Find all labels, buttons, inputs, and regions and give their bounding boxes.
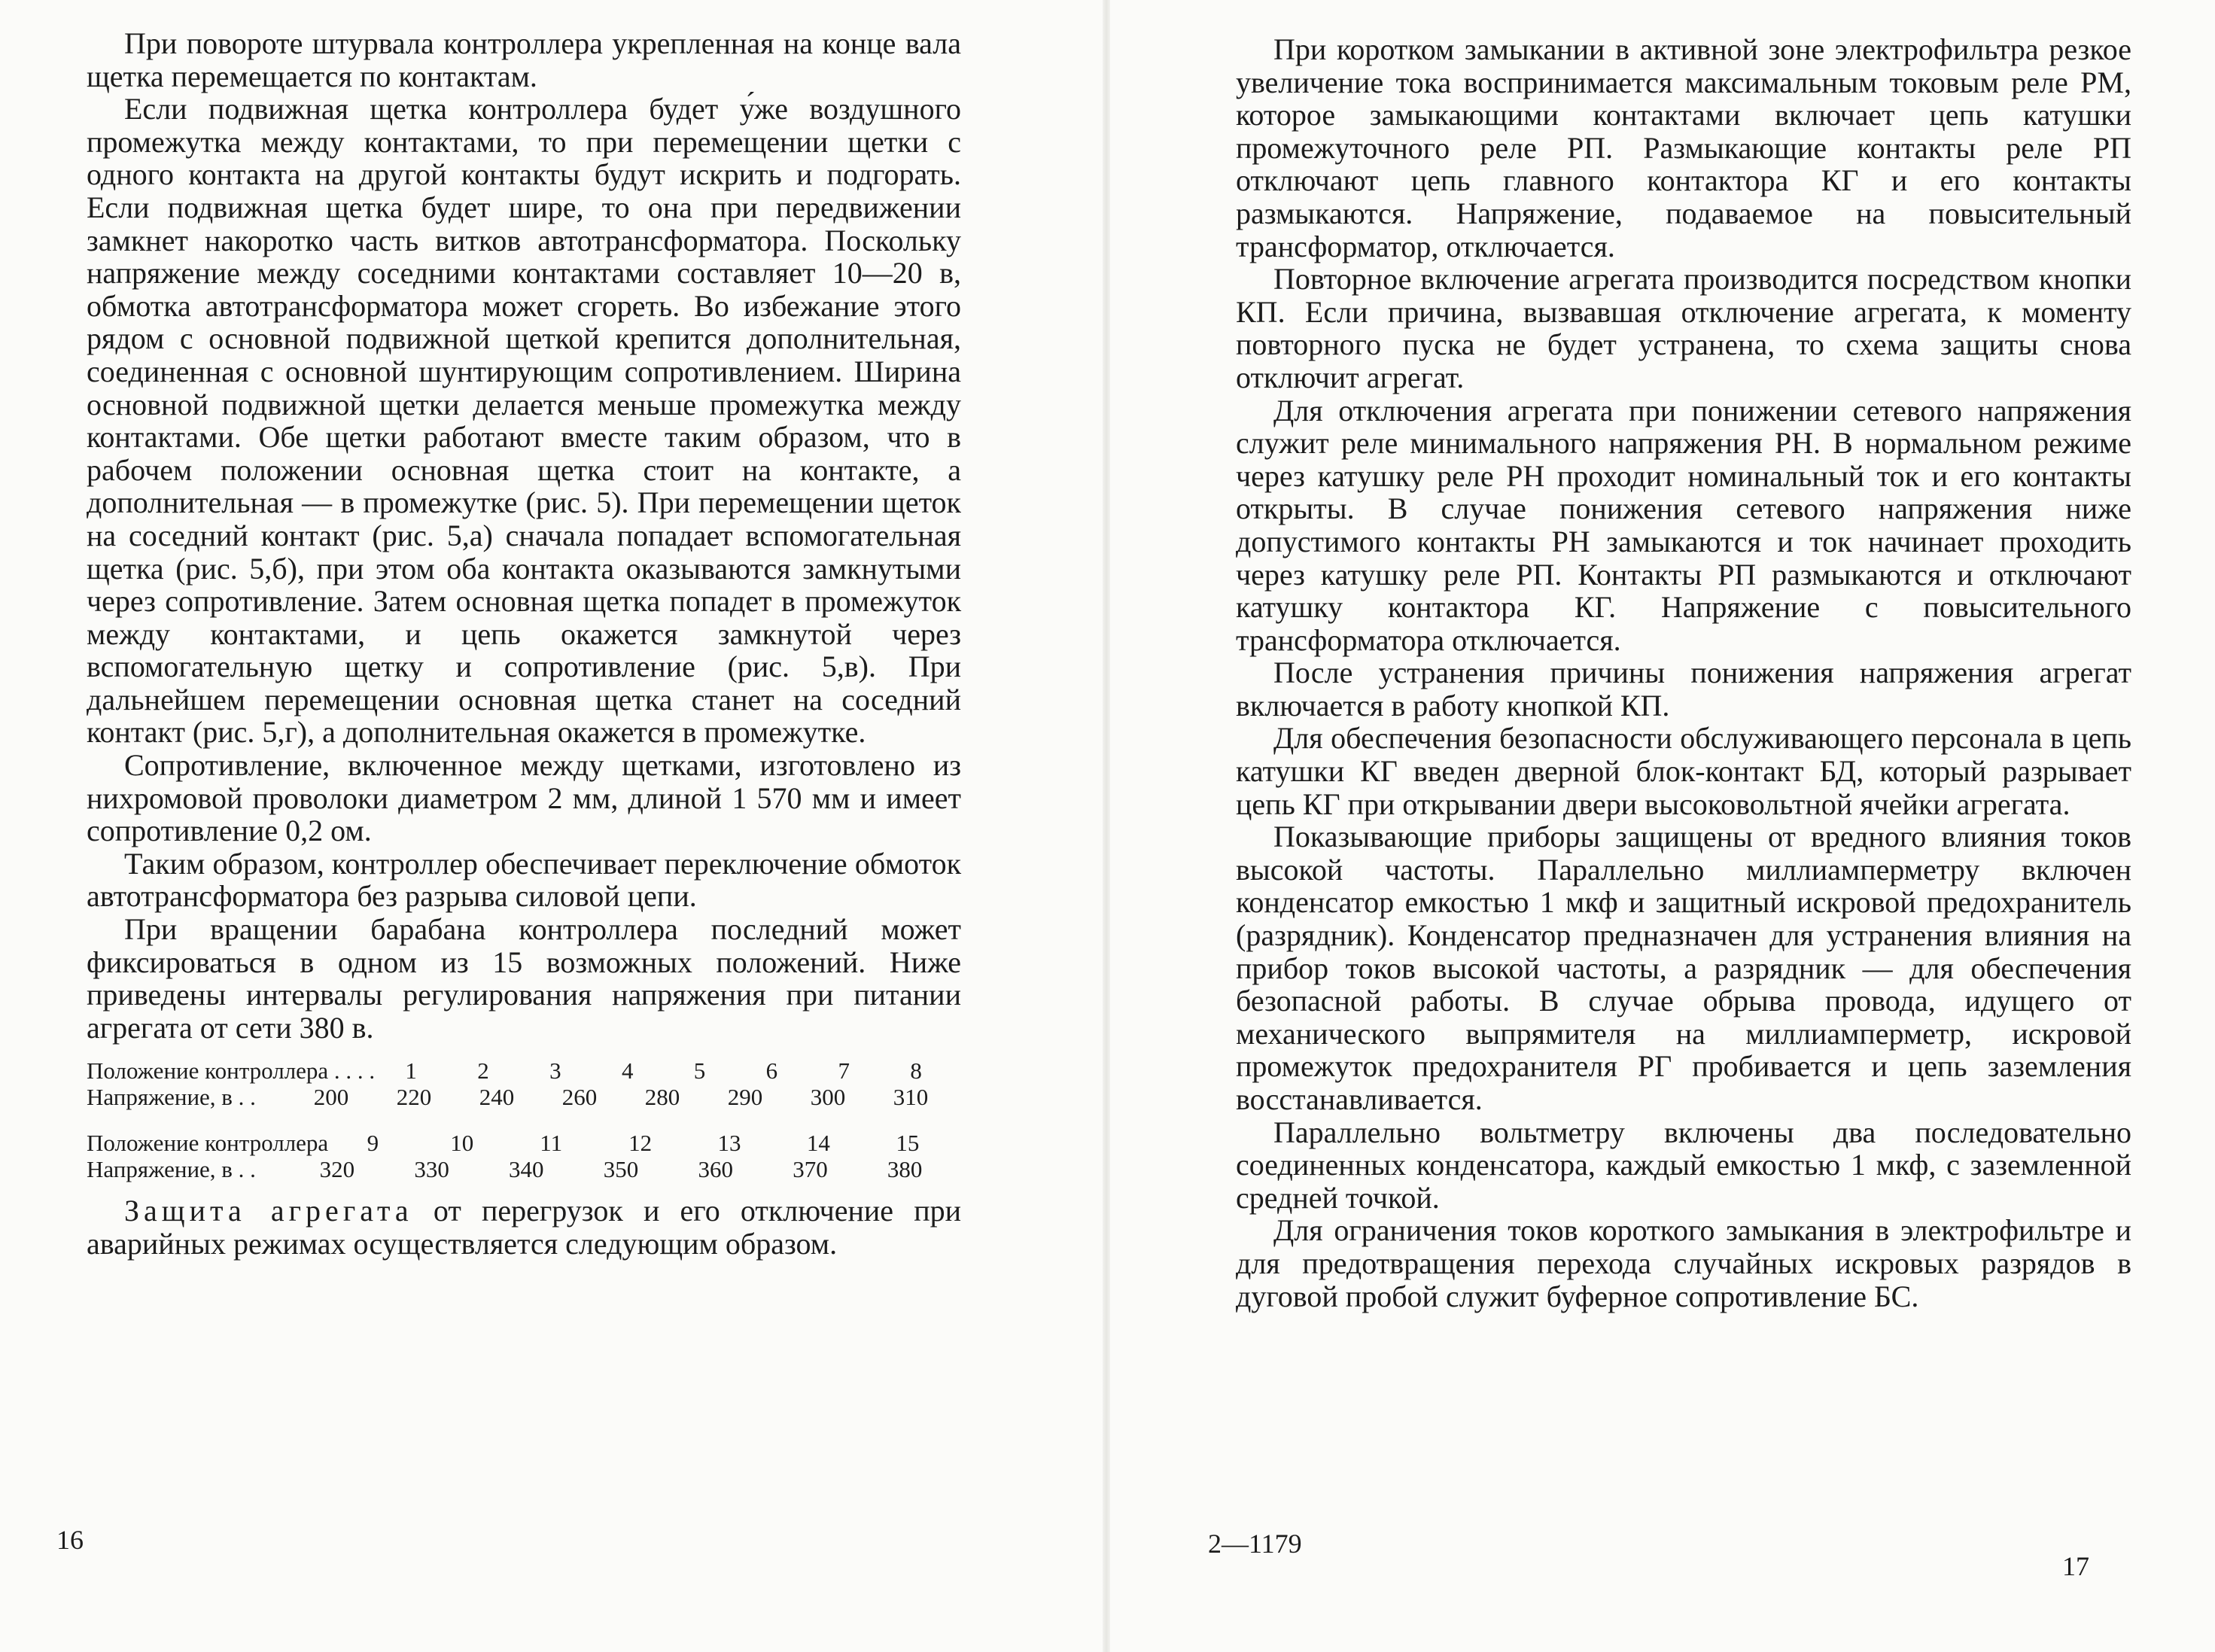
table-cell: 380 bbox=[887, 1156, 923, 1183]
right-text-column bbox=[1236, 33, 2131, 1313]
table-cell: 2 bbox=[477, 1057, 489, 1085]
table-cell: 370 bbox=[793, 1156, 828, 1183]
paragraph: Повторное включение агрегата производится посредством кнопки КП. Если причина, вызвавшая отключение агрегата, к моменту повторного пуска не будет устранена, то схема защиты снова отключит агрегат. bbox=[1236, 262, 2131, 394]
table-cell: 360 bbox=[698, 1156, 733, 1183]
table-cell: 6 bbox=[765, 1057, 778, 1085]
table-cell: 9 bbox=[367, 1130, 379, 1157]
paragraph: Таким образом, контроллер обеспечивает переключение обмоток автотрансформатора без разрыва силовой цепи. bbox=[87, 846, 961, 914]
table-cell: 350 bbox=[603, 1156, 639, 1183]
table-cell: 14 bbox=[806, 1130, 830, 1157]
table-cell: 11 bbox=[540, 1130, 563, 1157]
paragraph: Показывающие приборы защищены от вредного влияния токов высокой частоты. Параллельно миллиамперметру включен конденсатор емкостью 1 мкф и защитный искровой предохранитель (разрядник). Конденсатор предназначен для устранения влияния на прибор токов высокой частоты, а разрядник — для обеспечения безопасной работы. В случае обрыва провода, идущего от механического выпрямителя на миллиамперметр, искровой промежуток предохранителя РГ пробивается и цепь заземления восстанавливается. bbox=[1236, 820, 2131, 1116]
table-cell: 260 bbox=[561, 1084, 598, 1111]
table-cell: 4 bbox=[621, 1057, 634, 1085]
paragraph: После устранения причины понижения напряжения агрегат включается в работу кнопкой КП. bbox=[1236, 656, 2131, 723]
page-number: 17 bbox=[2062, 1551, 2089, 1581]
printer-signature: 2—1179 bbox=[1208, 1529, 1302, 1559]
table-cell: 290 bbox=[727, 1084, 763, 1111]
table-cell: 340 bbox=[509, 1156, 544, 1183]
table-row bbox=[87, 1084, 952, 1110]
table-cell: 300 bbox=[810, 1084, 846, 1111]
table-cell: 200 bbox=[313, 1084, 349, 1111]
paragraph: Для обеспечения безопасности обслуживающего персонала в цепь катушки КГ введен дверной блок-контакт БД, который разрывает цепь КГ при открывании двери высоковольтной ячейки агрегата. bbox=[1236, 721, 2131, 821]
paragraph: Для отключения агрегата при понижении сетевого напряжения служит реле минимального напряжения РН. В нормальном режиме через катушку реле РН проходит номинальный ток и его контакты открыты. В случае понижения сетевого напряжения ниже допустимого контакты РН замыкаются и ток начинает проходить через катушку реле РП. Контакты РП размыкаются и отключают катушку контактора КГ. Напряжение с повысительного трансформатора отключается. bbox=[1236, 393, 2131, 657]
table-cell: 12 bbox=[628, 1130, 653, 1157]
paragraph: При повороте штурвала контроллера укрепленная на конце вала щетка перемещается по контактам. bbox=[87, 26, 961, 93]
row-label: Напряжение, в . . bbox=[87, 1084, 256, 1111]
table-cell: 240 bbox=[479, 1084, 515, 1111]
table-cell: 7 bbox=[838, 1057, 850, 1085]
table-row bbox=[87, 1130, 952, 1156]
table-cell: 1 bbox=[405, 1057, 417, 1085]
row-label: Положение контроллера . . . . bbox=[87, 1057, 376, 1085]
table-cell: 310 bbox=[893, 1084, 929, 1111]
table-row bbox=[87, 1057, 952, 1084]
left-text-column bbox=[87, 27, 961, 1261]
table-cell: 15 bbox=[896, 1130, 920, 1157]
paragraph: Если подвижная щетка контроллера будет у́же воздушного промежутка между контактами, то при перемещении щетки с одного контакта на другой контакты будут искрить и подгорать. Если подвижная щетка будет шире, то она при передвижении замкнет накоротко часть витков автотрансформатора. Поскольку напряжение между соседними контактами составляет 10—20 в, обмотка автотрансформатора может сгореть. Во избежание этого рядом с основной подвижной щеткой крепится дополнительная, соединенная с основной шунтирующим сопротивлением. Ширина основной подвижной щетки делается меньше промежутка между контактами. Обе щетки работают вместе таким образом, что в рабочем положении основная щетка стоит на контакте, а дополнительная — в промежутке (рис. 5). При перемещении щеток на соседний контакт (рис. 5,а) сначала попадает вспомогательная щетка (рис. 5,б), при этом оба контакта оказываются замкнутыми через сопротивление. Затем основная щетка попадет в промежуток между контактами, и цепь окажется замкнутой через вспомогательную щетку и сопротивление (рис. 5,в). При дальнейшем перемещении основная щетка станет на соседний контакт (рис. 5,г), а дополнительная окажется в промежутке. bbox=[87, 92, 961, 750]
row-label: Напряжение, в . . bbox=[87, 1156, 256, 1183]
paragraph: Для ограничения токов короткого замыкания в электрофильтре и для предотвращения перехода случайных искровых разрядов в дуговой пробой служит буферное сопротивление БС. bbox=[1236, 1213, 2131, 1313]
page-number: 16 bbox=[56, 1525, 84, 1555]
table-cell: 3 bbox=[549, 1057, 561, 1085]
paragraph: Сопротивление, включенное между щетками, изготовлено из нихромовой проволоки диаметром 2 мм, длиной 1 570 мм и имеет сопротивление 0,2 ом. bbox=[87, 748, 961, 848]
table-cell: 220 bbox=[396, 1084, 432, 1111]
table-row bbox=[87, 1156, 952, 1182]
table-cell: 10 bbox=[450, 1130, 474, 1157]
right-page bbox=[1106, 0, 2215, 1652]
table-cell: 320 bbox=[319, 1156, 355, 1183]
voltage-table bbox=[87, 1057, 952, 1182]
paragraph: Параллельно вольтметру включены два последовательно соединенных конденсатора, каждый емкостью 1 мкф, с заземленной средней точкой. bbox=[1236, 1115, 2131, 1215]
table-cell: 280 bbox=[644, 1084, 680, 1111]
table-cell: 5 bbox=[693, 1057, 706, 1085]
table-cell: 8 bbox=[910, 1057, 922, 1085]
row-label: Положение контроллера bbox=[87, 1130, 329, 1157]
table-cell: 330 bbox=[414, 1156, 449, 1183]
paragraph-text: от перегрузок и его отключение при аварийных режимах осуществляется следующим образом. bbox=[87, 1194, 962, 1261]
left-page bbox=[0, 0, 1106, 1652]
spaced-heading: Защита агрегата bbox=[124, 1194, 413, 1228]
paragraph: При вращении барабана контроллера последний может фиксироваться в одном из 15 возможных положений. Ниже приведены интервалы регулирования напряжения при питании агрегата от сети 380 в. bbox=[87, 912, 961, 1045]
paragraph: При коротком замыкании в активной зоне электрофильтра резкое увеличение тока воспринимается максимальным токовым реле РМ, которое замыкающими контактами включает цепь катушки промежуточного реле РП. Размыкающие контакты реле РП отключают цепь главного контактора КГ и его контакты размыкаются. Напряжение, подаваемое на повысительный трансформатор, отключается. bbox=[1236, 32, 2131, 263]
paragraph bbox=[87, 1194, 961, 1260]
table-cell: 13 bbox=[717, 1130, 741, 1157]
